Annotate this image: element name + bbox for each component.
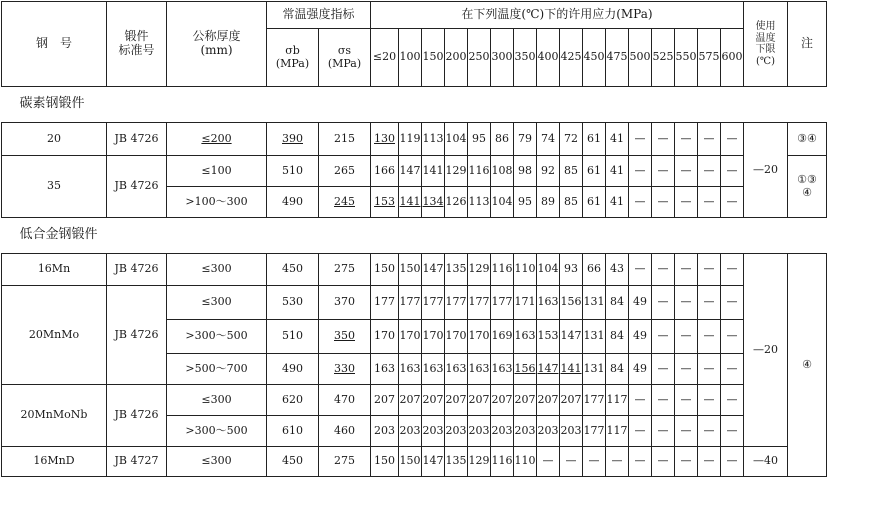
thickness-cell: ≤300 [167,254,267,286]
thickness-cell: ≤300 [167,286,267,320]
stress-cell: — [721,156,744,187]
stress-cell: 163 [468,354,491,385]
stress-cell: 61 [583,123,606,156]
grade-cell: 35 [2,156,107,218]
stress-cell: — [698,286,721,320]
stress-cell: — [629,123,652,156]
stress-cell: 170 [371,320,399,354]
note-cell: ①③ ④ [788,156,827,218]
stress-cell: — [675,320,698,354]
stress-cell: — [721,385,744,416]
stress-cell: — [629,385,652,416]
section-row [2,218,827,254]
stress-cell: — [675,254,698,286]
temp-header: 600 [721,29,744,87]
stress-cell: — [652,156,675,187]
stress-cell: — [652,187,675,218]
sb-cell: 490 [267,354,319,385]
stress-cell: — [698,156,721,187]
table-row [2,286,827,320]
stress-cell: 177 [422,286,445,320]
stress-cell: — [698,447,721,477]
stress-cell: — [675,156,698,187]
sb-cell: 510 [267,156,319,187]
stress-cell: 108 [491,156,514,187]
temp-header: 475 [606,29,629,87]
stress-cell: 177 [468,286,491,320]
stress-cell: 74 [537,123,560,156]
stress-cell: 207 [514,385,537,416]
stress-cell: — [698,187,721,218]
stress-cell: 41 [606,123,629,156]
stress-cell: 147 [422,254,445,286]
stress-cell: 66 [583,254,606,286]
grade-cell: 20MnMoNb [2,385,107,447]
temp-header: 300 [491,29,514,87]
stress-cell: 203 [560,416,583,447]
stress-cell: 203 [422,416,445,447]
ss-cell: 460 [319,416,371,447]
stress-cell: 150 [399,447,422,477]
stress-cell: 117 [606,416,629,447]
mintemp-cell: —20 [744,123,788,218]
sb-cell: 450 [267,254,319,286]
stress-cell: — [652,254,675,286]
col-ss-header: σs (MPa) [319,29,371,87]
stress-cell: — [698,416,721,447]
stress-cell: 207 [371,385,399,416]
stress-cell: 153 [537,320,560,354]
stress-cell: — [675,447,698,477]
stress-cell: — [698,320,721,354]
stress-cell: 113 [422,123,445,156]
stress-cell: 41 [606,156,629,187]
stress-cell: 163 [371,354,399,385]
stress-cell: 207 [537,385,560,416]
stress-cell: 104 [491,187,514,218]
header-row [2,2,827,29]
stress-cell: 134 [422,187,445,218]
stress-cell: 129 [468,447,491,477]
stress-cell: 203 [399,416,422,447]
mintemp-cell: —40 [744,447,788,477]
thickness-cell: ≤200 [167,123,267,156]
stress-cell: — [721,447,744,477]
sb-cell: 450 [267,447,319,477]
stress-cell: — [698,354,721,385]
std-cell: JB 4727 [107,447,167,477]
stress-cell: 163 [514,320,537,354]
stress-cell: 156 [560,286,583,320]
table-row [2,156,827,187]
stress-cell: 131 [583,354,606,385]
stress-cell: 207 [422,385,445,416]
stress-cell: — [698,254,721,286]
stress-cell: 203 [445,416,468,447]
stress-cell: 72 [560,123,583,156]
stress-cell: 166 [371,156,399,187]
stress-cell: 141 [560,354,583,385]
grade-cell: 20MnMo [2,286,107,385]
section-title: 碳素钢锻件 [19,96,85,112]
thickness-cell: >100～300 [167,187,267,218]
stress-cell: — [652,320,675,354]
ss-cell: 350 [319,320,371,354]
note-cell: ④ [788,254,827,477]
stress-cell: 207 [399,385,422,416]
stress-cell: 85 [560,187,583,218]
stress-cell: — [652,354,675,385]
sb-cell: 390 [267,123,319,156]
stress-cell: 92 [537,156,560,187]
stress-cell: — [652,123,675,156]
stress-cell: 84 [606,286,629,320]
temp-header: 200 [445,29,468,87]
stress-cell: — [652,286,675,320]
stress-cell: 156 [514,354,537,385]
stress-cell: 177 [583,385,606,416]
stress-cell: 49 [629,320,652,354]
stress-cell: 163 [445,354,468,385]
stress-cell: — [721,187,744,218]
thickness-cell: >300～500 [167,416,267,447]
col-std-header: 锻件 标准号 [107,2,167,87]
temp-header: 350 [514,29,537,87]
stress-cell: 169 [491,320,514,354]
stress-cell: 116 [491,254,514,286]
temp-header: 550 [675,29,698,87]
stress-cell: 126 [445,187,468,218]
temp-header: 425 [560,29,583,87]
temp-header: ≤20 [371,29,399,87]
thickness-cell: ≤100 [167,156,267,187]
stress-cell: 98 [514,156,537,187]
stress-cell: 150 [371,254,399,286]
stress-cell: 131 [583,320,606,354]
stress-cell: — [721,354,744,385]
stress-cell: 61 [583,187,606,218]
stress-cell: 171 [514,286,537,320]
stress-cell: — [675,385,698,416]
std-cell: JB 4726 [107,254,167,286]
std-cell: JB 4726 [107,156,167,218]
stress-cell: 177 [371,286,399,320]
stress-cell: 49 [629,354,652,385]
stress-cell: 163 [422,354,445,385]
temp-header: 250 [468,29,491,87]
stress-cell: 141 [399,187,422,218]
stress-cell: — [652,416,675,447]
stress-cell: 129 [468,254,491,286]
stress-cell: 113 [468,187,491,218]
stress-cell: — [721,254,744,286]
table-row [2,385,827,416]
sb-cell: 490 [267,187,319,218]
std-cell: JB 4726 [107,385,167,447]
sb-cell: 510 [267,320,319,354]
stress-cell: 170 [422,320,445,354]
col-sb-header: σb (MPa) [267,29,319,87]
temp-header: 500 [629,29,652,87]
stress-cell: 135 [445,447,468,477]
stress-cell: 150 [371,447,399,477]
stress-cell: 147 [537,354,560,385]
stress-cell: 130 [371,123,399,156]
ss-cell: 265 [319,156,371,187]
stress-cell: 129 [445,156,468,187]
stress-cell: 203 [371,416,399,447]
section-title: 低合金钢锻件 [19,227,98,243]
grade-cell: 16MnD [2,447,107,477]
thickness-cell: >300～500 [167,320,267,354]
stress-cell: — [675,354,698,385]
stress-cell: 170 [399,320,422,354]
stress-cell: 84 [606,354,629,385]
stress-cell: 177 [399,286,422,320]
stress-cell: 147 [399,156,422,187]
stress-cell: 147 [560,320,583,354]
stress-cell: 93 [560,254,583,286]
stress-cell: 61 [583,156,606,187]
stress-cell: 86 [491,123,514,156]
sb-cell: 620 [267,385,319,416]
stress-cell: 207 [560,385,583,416]
stress-cell: 141 [422,156,445,187]
stress-cell: 41 [606,187,629,218]
thickness-cell: >500～700 [167,354,267,385]
col-thickness-header: 公称厚度 (mm) [167,2,267,87]
stress-cell: 207 [491,385,514,416]
stress-cell: 49 [629,286,652,320]
stress-cell: — [537,447,560,477]
stress-cell: — [629,187,652,218]
stress-cell: — [698,385,721,416]
stress-cell: 163 [491,354,514,385]
stress-cell: — [721,320,744,354]
stress-cell: — [675,416,698,447]
ss-cell: 330 [319,354,371,385]
ss-cell: 275 [319,447,371,477]
ss-cell: 275 [319,254,371,286]
stress-cell: 117 [606,385,629,416]
stress-cell: 119 [399,123,422,156]
stress-cell: — [721,416,744,447]
thickness-cell: ≤300 [167,447,267,477]
note-cell: ③④ [788,123,827,156]
grade-cell: 16Mn [2,254,107,286]
std-cell: JB 4726 [107,123,167,156]
stress-cell: — [629,416,652,447]
ss-cell: 370 [319,286,371,320]
stress-cell: 89 [537,187,560,218]
section-row [2,87,827,123]
stress-cell: 43 [606,254,629,286]
sb-cell: 610 [267,416,319,447]
stress-cell: 203 [514,416,537,447]
stress-cell: 95 [468,123,491,156]
stress-cell: — [721,286,744,320]
stress-cell: — [629,156,652,187]
stress-cell: — [629,254,652,286]
temp-header: 575 [698,29,721,87]
temp-header: 450 [583,29,606,87]
stress-cell: 153 [371,187,399,218]
stress-group-header: 在下列温度(℃)下的许用应力(MPa) [371,2,744,29]
table-row [2,123,827,156]
stress-cell: 177 [445,286,468,320]
stress-cell: — [652,447,675,477]
stress-cell: — [560,447,583,477]
stress-cell: 177 [491,286,514,320]
stress-cell: 116 [468,156,491,187]
allowable-stress-table [1,1,827,477]
stress-cell: 163 [399,354,422,385]
ss-cell: 470 [319,385,371,416]
stress-cell: 177 [583,416,606,447]
temp-header: 150 [422,29,445,87]
sb-cell: 530 [267,286,319,320]
stress-cell: — [629,447,652,477]
stress-cell: — [698,123,721,156]
table-row [2,254,827,286]
mintemp-cell: —20 [744,254,788,447]
temp-header: 100 [399,29,422,87]
stress-cell: 150 [399,254,422,286]
stress-cell: 85 [560,156,583,187]
col-grade-header: 钢 号 [2,2,107,87]
strength-group-header: 常温强度指标 [267,2,371,29]
table-row [2,447,827,477]
stress-cell: — [675,123,698,156]
stress-cell: 84 [606,320,629,354]
temp-header: 400 [537,29,560,87]
stress-cell: 95 [514,187,537,218]
ss-cell: 215 [319,123,371,156]
stress-cell: 104 [445,123,468,156]
stress-cell: — [652,385,675,416]
stress-cell: — [675,286,698,320]
stress-cell: 207 [445,385,468,416]
stress-cell: 163 [537,286,560,320]
stress-cell: 110 [514,254,537,286]
stress-cell: 170 [445,320,468,354]
stress-cell: 203 [491,416,514,447]
stress-cell: — [583,447,606,477]
stress-cell: — [606,447,629,477]
stress-cell: 135 [445,254,468,286]
stress-cell: 207 [468,385,491,416]
col-note-header: 注 [788,2,827,87]
temp-header: 525 [652,29,675,87]
stress-cell: 203 [537,416,560,447]
stress-cell: 110 [514,447,537,477]
stress-cell: 147 [422,447,445,477]
thickness-cell: ≤300 [167,385,267,416]
stress-cell: 79 [514,123,537,156]
grade-cell: 20 [2,123,107,156]
ss-cell: 245 [319,187,371,218]
std-cell: JB 4726 [107,286,167,385]
stress-cell: 170 [468,320,491,354]
stress-cell: — [675,187,698,218]
col-mintemp-header: 使用 温度 下限 (℃) [744,2,788,87]
stress-cell: — [721,123,744,156]
stress-cell: 116 [491,447,514,477]
stress-cell: 104 [537,254,560,286]
stress-cell: 131 [583,286,606,320]
stress-cell: 203 [468,416,491,447]
